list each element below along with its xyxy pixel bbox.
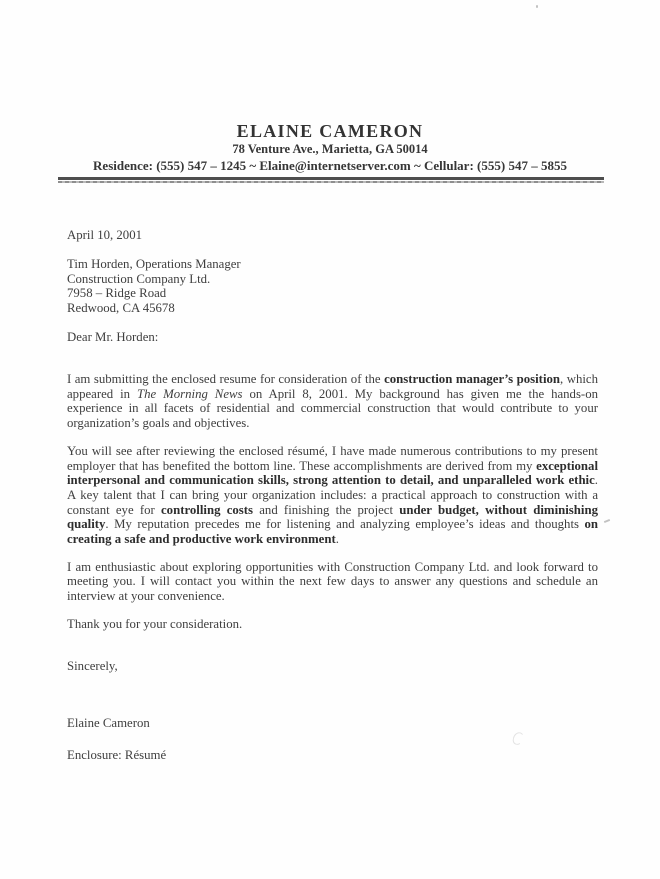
paragraph-3: I am enthusiastic about exploring opportunities with Construction Company Ltd. and look forward to meeting you. I will contact you within the next few days to answer any questions and schedule an interview at your convenience. xyxy=(67,559,598,604)
recipient-block xyxy=(67,257,598,315)
letterhead-rule-top xyxy=(58,177,604,180)
salutation: Dear Mr. Horden: xyxy=(67,330,159,344)
recipient-city-state-zip: Redwood, CA 45678 xyxy=(67,300,175,315)
recipient-name-title: Tim Horden, Operations Manager xyxy=(67,257,241,271)
letterhead-address: 78 Venture Ave., Marietta, GA 50014 xyxy=(232,142,428,156)
paragraph-2: You will see after reviewing the enclosed résumé, I have made numerous contributions to my present employer that has benefited the bottom line. These accomplishments are derived from my exceptional interpersonal and communication skills, strong attention to detail, and unparalleled work ethic. A key talent that I can bring your organization includes: a practical approach to construction with a constant eye for controlling costs and finishing the project under budget, without diminishing quality. My reputation precedes me for listening and analyzing employee’s ideas and thoughts on creating a safe and productive work environment. xyxy=(67,443,598,547)
letterhead-name: ELAINE CAMERON xyxy=(236,121,424,141)
paragraph-1: I am submitting the enclosed resume for consideration of the construction manager’s position, which appeared in The Morning News on April 8, 2001. My background has given me the hands-on experience in all facets of residential and commercial construction that would contribute to your organization’s goals and objectives. xyxy=(67,372,598,431)
recipient-street: 7958 – Ridge Road xyxy=(67,286,167,300)
scan-speck-artifact xyxy=(536,5,538,8)
letterhead-rule-bottom xyxy=(58,181,604,183)
closing-line: Sincerely, xyxy=(67,658,118,673)
signature-name: Elaine Cameron xyxy=(67,715,150,730)
recipient-company: Construction Company Ltd. xyxy=(67,271,211,286)
letter-date: April 10, 2001 xyxy=(67,228,143,242)
letterhead-contact: Residence: (555) 547 – 1245 ~ Elaine@internetserver.com ~ Cellular: (555) 547 – 5855 xyxy=(93,158,567,173)
thanks-line: Thank you for your consideration. xyxy=(67,616,243,631)
letterhead xyxy=(0,0,660,183)
letter-body xyxy=(0,228,660,763)
enclosure-line: Enclosure: Résumé xyxy=(67,747,167,762)
